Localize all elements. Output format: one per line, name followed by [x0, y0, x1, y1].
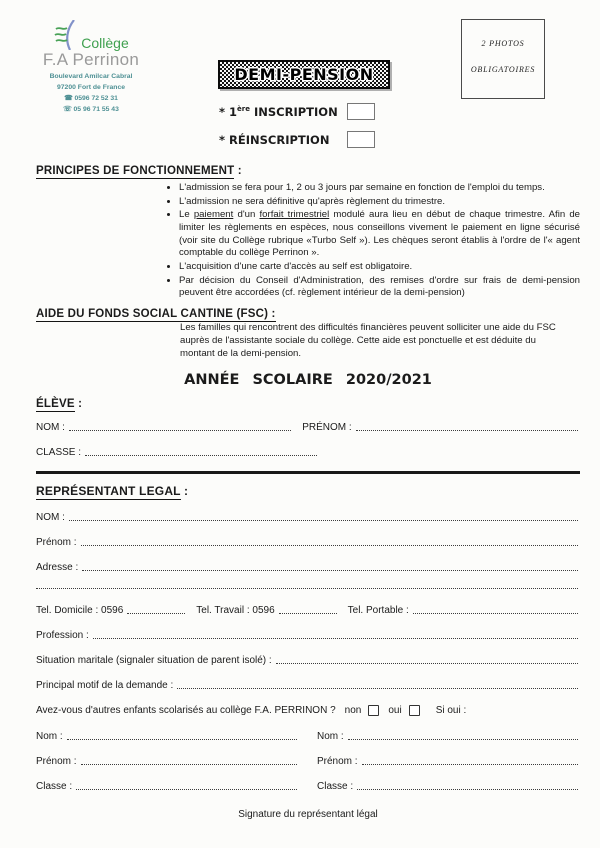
- autres-enfants-row: [36, 705, 580, 717]
- principes-heading-row: [36, 165, 580, 177]
- logo-phone-line: [24, 94, 158, 105]
- tel-travail-field-line: [279, 612, 337, 614]
- tel-travail-label: Tel. Travail : 0596: [196, 604, 275, 616]
- bullet3-text-1: Le: [179, 209, 194, 221]
- rep-adresse-label: Adresse :: [36, 561, 79, 573]
- child2-nom-cell: [317, 731, 580, 742]
- representant-heading: REPRÉSENTANT LEGAL: [36, 483, 181, 498]
- child2-classe-cell: [317, 781, 580, 792]
- non-checkbox[interactable]: [368, 705, 379, 716]
- principle-bullet-4: • L'acquisition d'une carte d'accès au self est obligatoire.: [179, 261, 580, 274]
- school-year-title: ANNÉE SCOLAIRE 2020/2021: [184, 371, 432, 388]
- child1-nom-cell: [36, 731, 299, 742]
- rep-situation-row: [36, 655, 580, 666]
- profession-field-line: [93, 637, 578, 639]
- photos-line1: 2 PHOTOS: [481, 39, 525, 48]
- situation-maritale-label: Situation maritale (signaler situation de parent isolé) :: [36, 654, 272, 666]
- principle-bullet-2: • L'admission ne sera définitive qu'après règlement du trimestre.: [179, 196, 580, 209]
- eleve-classe-field-line: [85, 454, 317, 456]
- principes-heading: PRINCIPES DE FONCTIONNEMENT: [36, 165, 235, 177]
- principes-list: [36, 182, 580, 300]
- principle-bullet-1: • L'admission se fera pour 1, 2 ou 3 jours par semaine en fonction de l'emploi du temps.: [179, 182, 580, 195]
- child2-nom-label: Nom :: [317, 730, 344, 742]
- logo-address-line2: 97200 Fort de France: [57, 83, 125, 91]
- logo-fax-line: [24, 105, 158, 116]
- principle-bullet-3: [179, 209, 580, 260]
- logo-phone-number: 0596 72 52 31: [74, 94, 118, 102]
- logo-address-block: [24, 72, 158, 116]
- rep-prenom-field-line: [81, 544, 578, 546]
- situation-maritale-field-line: [276, 662, 578, 664]
- reinscription-row: [219, 131, 375, 148]
- rep-nom-field-line: [69, 519, 578, 521]
- school-logo: [24, 20, 158, 116]
- fax-icon: ☏: [63, 105, 72, 113]
- rep-adresse-continuation-line: [36, 587, 578, 589]
- rep-nom-row: [36, 512, 580, 523]
- principes-heading-colon: :: [234, 165, 242, 177]
- eleve-nom-field-line: [69, 429, 291, 431]
- logo-school-name: F.A Perrinon: [42, 50, 140, 69]
- profession-label: Profession :: [36, 629, 89, 641]
- child1-prenom-label: Prénom :: [36, 755, 77, 767]
- si-oui-label: Si oui :: [435, 705, 467, 717]
- photos-required-box: [461, 19, 545, 99]
- reinscription-label: * RÉINSCRIPTION: [219, 132, 330, 147]
- eleve-classe-row: [36, 447, 580, 458]
- child1-classe-cell: [36, 781, 299, 792]
- first-inscription-word: INSCRIPTION: [249, 104, 338, 119]
- motif-demande-label: Principal motif de la demande :: [36, 679, 174, 691]
- tel-portable-field-line: [413, 612, 578, 614]
- phone-icon: ☎: [64, 94, 73, 102]
- eleve-classe-label: CLASSE :: [36, 446, 82, 458]
- rep-prenom-label: Prénom :: [36, 536, 77, 548]
- eleve-heading-row: [36, 398, 580, 410]
- rep-nom-label: NOM :: [36, 511, 65, 523]
- fsc-heading: AIDE DU FONDS SOCIAL CANTINE (FSC) :: [36, 307, 276, 320]
- child2-classe-field-line: [357, 788, 578, 790]
- first-inscription-row: [219, 103, 375, 120]
- form-body: [36, 165, 580, 820]
- rep-adresse-continuation-row: [36, 587, 580, 591]
- motif-demande-field-line: [177, 687, 578, 689]
- child2-prenom-field-line: [362, 763, 578, 765]
- logo-top-row: [24, 20, 158, 50]
- children-prenom-row: [36, 756, 580, 767]
- eleve-heading-colon: :: [74, 397, 83, 410]
- eleve-heading: ÉLÈVE: [36, 397, 75, 410]
- principle-bullet-5: • Par décision du Conseil d'Administration, des remises d'ordre sur frais de demi-pension peuvent être accordées (cf. règlement intérieur de la demi-pension): [179, 275, 580, 300]
- logo-college-text: Collège: [81, 35, 129, 51]
- child2-classe-label: Classe :: [317, 780, 354, 792]
- option-non-label: non: [344, 705, 362, 717]
- rep-motif-row: [36, 680, 580, 691]
- representant-heading-row: [36, 484, 580, 498]
- fsc-paragraph: Les familles qui rencontrent des difficultés financières peuvent solliciter une aide du FSC auprès de l'assistante sociale du collège. Cette aide est ponctuelle et est déduite du montant de la demi-pension.: [180, 321, 556, 359]
- logo-address-line1: Boulevard Amilcar Cabral: [49, 73, 133, 80]
- signature-caption: Signature du représentant légal: [238, 808, 378, 820]
- form-title: DEMI-PENSION: [234, 65, 374, 84]
- child1-nom-label: Nom :: [36, 730, 63, 742]
- section-divider: [36, 471, 580, 474]
- eleve-prenom-field-line: [356, 429, 578, 431]
- form-title-box: [218, 60, 390, 89]
- child1-prenom-field-line: [81, 763, 297, 765]
- tel-domicile-field-line: [127, 612, 185, 614]
- bullet3-underlined-2: forfait trimestriel: [259, 209, 330, 221]
- first-inscription-prefix: * 1: [219, 104, 238, 119]
- bullet3-text-3: modulé aura lieu en début de chaque trimestre. Afin de limiter les règlements en espèces, nous conseillons vivement le paiement en ligne sécurisé (voir site du Collège rubrique «Turbo Self »). Les chèques seront établis à l'ordre de l'« agent comptable du collège Perrinon ».: [179, 209, 581, 259]
- logo-fax-number: 05 96 71 55 43: [73, 105, 119, 113]
- child1-prenom-cell: [36, 756, 299, 767]
- fsc-heading-row: [36, 308, 580, 320]
- oui-checkbox[interactable]: [409, 705, 420, 716]
- child1-classe-label: Classe :: [36, 780, 73, 792]
- first-inscription-label: [219, 105, 338, 119]
- logo-swoosh-icon: [53, 20, 81, 50]
- child1-classe-field-line: [76, 788, 297, 790]
- children-classe-row: [36, 781, 580, 792]
- first-inscription-ordinal: ère: [237, 104, 250, 113]
- photos-line2: OBLIGATOIRES: [470, 65, 536, 74]
- children-nom-row: [36, 731, 580, 742]
- child1-nom-field-line: [67, 738, 297, 740]
- eleve-nom-row: [36, 422, 580, 433]
- bullet3-text-2: d'un: [233, 209, 260, 221]
- rep-adresse-field-line: [82, 569, 578, 571]
- child2-nom-field-line: [348, 738, 578, 740]
- rep-adresse-row: [36, 562, 580, 573]
- representant-heading-colon: :: [180, 483, 189, 498]
- rep-prenom-row: [36, 537, 580, 548]
- bullet3-underlined-1: paiement: [193, 209, 234, 221]
- child2-prenom-label: Prénom :: [317, 755, 358, 767]
- tel-portable-label: Tel. Portable :: [347, 604, 409, 616]
- eleve-nom-label: NOM :: [36, 421, 65, 433]
- first-inscription-checkbox[interactable]: [347, 103, 375, 120]
- reinscription-checkbox[interactable]: [347, 131, 375, 148]
- autres-enfants-question: Avez-vous d'autres enfants scolarisés au collège F.A. PERRINON ?: [36, 705, 336, 717]
- eleve-prenom-label: PRÉNOM :: [302, 421, 352, 433]
- rep-telephones-row: [36, 605, 580, 616]
- rep-profession-row: [36, 630, 580, 641]
- child2-prenom-cell: [317, 756, 580, 767]
- option-oui-label: oui: [388, 705, 402, 717]
- tel-domicile-label: Tel. Domicile : 0596: [36, 604, 124, 616]
